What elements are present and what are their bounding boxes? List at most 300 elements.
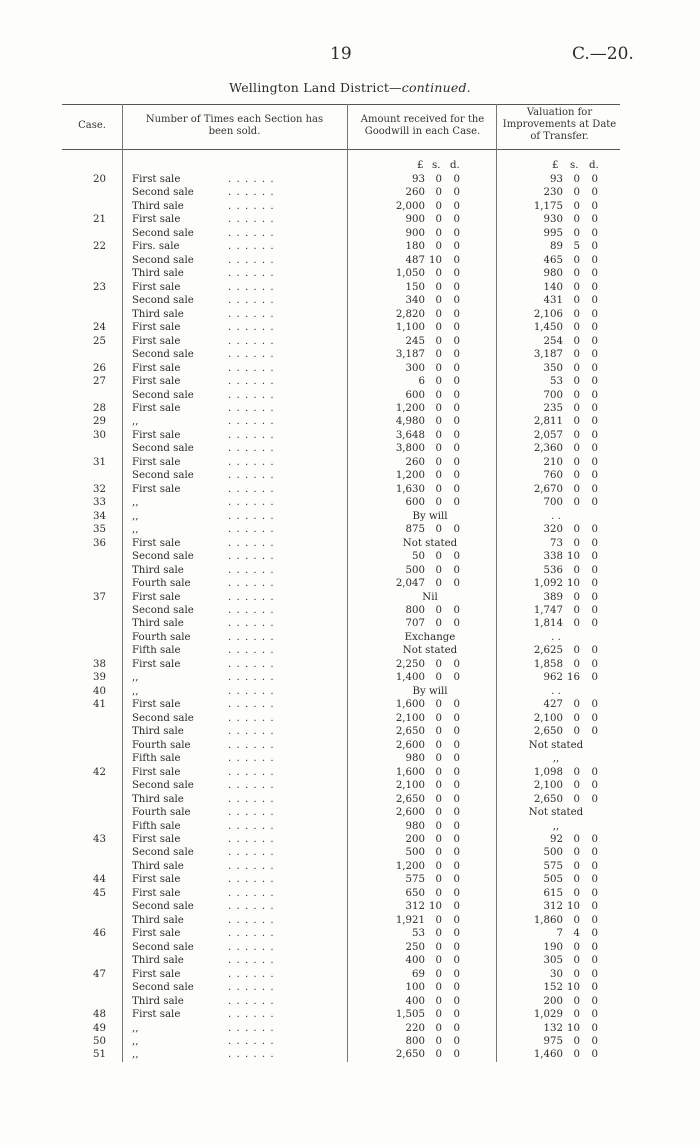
- table-row: [0, 402, 700, 415]
- table-row: [0, 442, 700, 455]
- goodwill-pounds: 220: [405, 1022, 425, 1034]
- sale-label: ,,: [132, 1036, 139, 1047]
- sale-label: Second sale: [132, 847, 194, 859]
- valuation-pence: 0: [591, 941, 598, 953]
- dot-leader: . . . . . .: [228, 578, 275, 590]
- valuation-shillings: 0: [573, 726, 580, 738]
- goodwill-pence: 0: [453, 820, 460, 832]
- goodwill-shillings: 0: [435, 443, 442, 455]
- goodwill-pence: 0: [453, 497, 460, 509]
- valuation-pence: 0: [591, 470, 598, 482]
- dot-leader: . . . . . .: [228, 174, 275, 185]
- goodwill-pounds: 2,100: [395, 712, 425, 724]
- dot-leader: . . . . . .: [228, 860, 275, 872]
- goodwill-pence: 0: [453, 416, 460, 428]
- goodwill-pounds: 150: [405, 281, 425, 293]
- goodwill-pounds: 1,600: [395, 699, 425, 711]
- goodwill-shillings: 0: [435, 497, 442, 509]
- goodwill-shillings: 0: [435, 241, 442, 253]
- goodwill-pence: 0: [453, 618, 460, 630]
- table-row: [0, 213, 700, 226]
- case-number: 46: [93, 928, 106, 940]
- table-row: [0, 1008, 700, 1021]
- sale-label: First sale: [132, 362, 181, 374]
- valuation-shillings: 0: [573, 1049, 580, 1061]
- table-row: [0, 429, 700, 442]
- valuation-shillings: 0: [573, 1036, 580, 1047]
- goodwill-pence: 0: [453, 187, 460, 199]
- valuation-shillings: 0: [573, 766, 580, 778]
- valuation-pounds: 1,098: [533, 766, 563, 778]
- dot-leader: . . . . . .: [228, 443, 275, 455]
- unit-shilling: s.: [432, 160, 441, 171]
- goodwill-pence: 0: [453, 726, 460, 738]
- goodwill-pounds: 575: [405, 874, 425, 886]
- sale-label: First sale: [132, 887, 181, 899]
- goodwill-pence: 0: [453, 295, 460, 307]
- valuation-pence: 0: [591, 901, 598, 913]
- goodwill-pence: 0: [453, 308, 460, 320]
- table-row: [0, 294, 700, 307]
- sale-label: Third sale: [132, 618, 184, 630]
- dot-leader: . . . . . .: [228, 200, 275, 212]
- goodwill-shillings: 0: [435, 308, 442, 320]
- header-case: Case.: [78, 120, 106, 131]
- valuation-pounds: 575: [543, 860, 563, 872]
- valuation-pounds: 320: [543, 524, 563, 536]
- goodwill-pounds: 300: [405, 362, 425, 374]
- case-number: 43: [93, 833, 106, 845]
- goodwill-shillings: 0: [435, 214, 442, 226]
- goodwill-pence: 0: [453, 1036, 460, 1047]
- goodwill-pounds: 53: [412, 928, 425, 940]
- goodwill-shillings: 0: [435, 295, 442, 307]
- goodwill-pence: 0: [453, 281, 460, 293]
- valuation-pence: 0: [591, 268, 598, 280]
- case-number: 22: [93, 241, 106, 253]
- valuation-pence: 0: [591, 376, 598, 388]
- goodwill-pence: 0: [453, 551, 460, 563]
- valuation-pence: 0: [591, 982, 598, 994]
- goodwill-pounds: 2,250: [395, 658, 425, 670]
- table-row: [0, 227, 700, 240]
- valuation-shillings: 0: [573, 537, 580, 549]
- valuation-pence: 0: [591, 349, 598, 361]
- goodwill-shillings: 0: [435, 551, 442, 563]
- valuation-pence: 0: [591, 483, 598, 495]
- valuation-pence: 0: [591, 766, 598, 778]
- valuation-pounds: 962: [543, 672, 563, 684]
- table-row: [0, 914, 700, 927]
- sale-label: Second sale: [132, 349, 194, 361]
- dot-leader: . . . . . .: [228, 968, 275, 980]
- sale-label: First sale: [132, 174, 181, 185]
- table-row: [0, 927, 700, 940]
- goodwill-shillings: 0: [435, 658, 442, 670]
- dot-leader: . . . . . .: [228, 833, 275, 845]
- goodwill-pence: 0: [453, 268, 460, 280]
- valuation-pence: 0: [591, 214, 598, 226]
- table-row: [0, 335, 700, 348]
- dot-leader: . . . . . .: [228, 726, 275, 738]
- goodwill-pence: 0: [453, 174, 460, 185]
- goodwill-pounds: 245: [405, 335, 425, 347]
- sale-label: Second sale: [132, 780, 194, 792]
- goodwill-pence: 0: [453, 335, 460, 347]
- dot-leader: . . . . . .: [228, 510, 275, 522]
- goodwill-pounds: 400: [405, 995, 425, 1007]
- goodwill-shillings: 0: [435, 187, 442, 199]
- goodwill-note: Not stated: [402, 645, 458, 657]
- dot-leader: . . . . . .: [228, 739, 275, 751]
- valuation-pence: 0: [591, 645, 598, 657]
- valuation-pence: 0: [591, 605, 598, 616]
- goodwill-pence: 0: [453, 712, 460, 724]
- valuation-pounds: 500: [543, 847, 563, 859]
- case-number: 30: [93, 429, 106, 441]
- goodwill-pence: 0: [453, 402, 460, 414]
- valuation-pence: 0: [591, 551, 598, 563]
- dot-leader: . . . . . .: [228, 820, 275, 832]
- valuation-pence: 0: [591, 712, 598, 724]
- table-row: [0, 483, 700, 496]
- valuation-pounds: 140: [543, 281, 563, 293]
- valuation-pence: 0: [591, 1049, 598, 1061]
- table-row: [0, 860, 700, 873]
- goodwill-pounds: 650: [405, 887, 425, 899]
- goodwill-pence: 0: [453, 564, 460, 576]
- valuation-pence: 0: [591, 416, 598, 428]
- goodwill-pounds: 707: [405, 618, 425, 630]
- goodwill-pence: 0: [453, 860, 460, 872]
- valuation-shillings: 0: [573, 456, 580, 468]
- goodwill-shillings: 0: [435, 739, 442, 751]
- valuation-pence: 0: [591, 887, 598, 899]
- sale-label: Third sale: [132, 726, 184, 738]
- valuation-pounds: 975: [543, 1036, 563, 1047]
- goodwill-pounds: 800: [405, 1036, 425, 1047]
- sale-label: Second sale: [132, 941, 194, 953]
- sale-label: Fourth sale: [132, 739, 191, 751]
- valuation-pence: 0: [591, 200, 598, 212]
- sale-label: Second sale: [132, 227, 194, 239]
- sale-label: Second sale: [132, 551, 194, 563]
- valuation-pounds: 930: [543, 214, 563, 226]
- valuation-shillings: 0: [573, 793, 580, 805]
- valuation-pence: 0: [591, 227, 598, 239]
- page-number: 19: [330, 44, 352, 64]
- document-reference: C.—20.: [572, 44, 634, 64]
- sale-label: Third sale: [132, 793, 184, 805]
- goodwill-shillings: 0: [435, 402, 442, 414]
- valuation-note: . .: [551, 631, 561, 643]
- valuation-shillings: 0: [573, 605, 580, 616]
- valuation-shillings: 0: [573, 200, 580, 212]
- valuation-pence: 0: [591, 955, 598, 967]
- valuation-shillings: 0: [573, 1009, 580, 1021]
- table-row: [0, 469, 700, 482]
- sale-label: First sale: [132, 833, 181, 845]
- table-row: [0, 766, 700, 779]
- dot-leader: . . . . . .: [228, 483, 275, 495]
- valuation-note: ,,: [552, 753, 560, 765]
- valuation-shillings: 0: [573, 416, 580, 428]
- goodwill-pounds: 3,648: [395, 429, 425, 441]
- sale-label: First sale: [132, 376, 181, 388]
- valuation-pounds: 2,100: [533, 780, 563, 792]
- goodwill-pence: 0: [453, 376, 460, 388]
- dot-leader: . . . . . .: [228, 335, 275, 347]
- valuation-shillings: 0: [573, 591, 580, 603]
- dot-leader: . . . . . .: [228, 456, 275, 468]
- table-row: [0, 739, 700, 752]
- valuation-pence: 0: [591, 295, 598, 307]
- sale-label: ,,: [132, 510, 139, 522]
- valuation-pence: 0: [591, 928, 598, 940]
- goodwill-pounds: 1,400: [395, 672, 425, 684]
- sale-label: Second sale: [132, 295, 194, 307]
- sale-label: First sale: [132, 456, 181, 468]
- header-bottom-rule: [62, 149, 620, 150]
- valuation-pounds: 1,092: [533, 578, 563, 590]
- dot-leader: . . . . . .: [228, 1036, 275, 1047]
- goodwill-pounds: 1,921: [395, 914, 425, 926]
- valuation-pounds: 1,460: [533, 1049, 563, 1061]
- table-row: [0, 887, 700, 900]
- valuation-note: Not stated: [528, 807, 584, 819]
- sale-label: First sale: [132, 699, 181, 711]
- valuation-pounds: 615: [543, 887, 563, 899]
- valuation-shillings: 0: [573, 497, 580, 509]
- valuation-pence: 0: [591, 456, 598, 468]
- dot-leader: . . . . . .: [228, 591, 275, 603]
- table-row: [0, 308, 700, 321]
- valuation-pence: 0: [591, 672, 598, 684]
- goodwill-pence: 0: [453, 605, 460, 616]
- sale-label: Third sale: [132, 995, 184, 1007]
- goodwill-shillings: 0: [435, 349, 442, 361]
- goodwill-shillings: 10: [429, 254, 442, 266]
- goodwill-pounds: 180: [405, 241, 425, 253]
- valuation-pence: 0: [591, 780, 598, 792]
- valuation-shillings: 0: [573, 187, 580, 199]
- goodwill-pence: 0: [453, 766, 460, 778]
- table-row: [0, 362, 700, 375]
- goodwill-pence: 0: [453, 995, 460, 1007]
- sale-label: Second sale: [132, 901, 194, 913]
- dot-leader: . . . . . .: [228, 268, 275, 280]
- dot-leader: . . . . . .: [228, 295, 275, 307]
- valuation-shillings: 0: [573, 335, 580, 347]
- valuation-shillings: 0: [573, 780, 580, 792]
- sale-label: First sale: [132, 537, 181, 549]
- goodwill-pence: 0: [453, 847, 460, 859]
- goodwill-shillings: 0: [435, 1036, 442, 1047]
- sale-label: First sale: [132, 766, 181, 778]
- goodwill-pounds: 260: [405, 187, 425, 199]
- valuation-pence: 0: [591, 726, 598, 738]
- valuation-pounds: 53: [550, 376, 563, 388]
- case-number: 41: [93, 699, 106, 711]
- table-row: [0, 577, 700, 590]
- table-row: [0, 820, 700, 833]
- dot-leader: . . . . . .: [228, 685, 275, 697]
- table-row: [0, 173, 700, 186]
- valuation-pounds: 995: [543, 227, 563, 239]
- goodwill-shillings: 0: [435, 1022, 442, 1034]
- goodwill-shillings: 0: [435, 887, 442, 899]
- goodwill-pence: 0: [453, 887, 460, 899]
- goodwill-pounds: 200: [405, 833, 425, 845]
- goodwill-shillings: 0: [435, 1009, 442, 1021]
- goodwill-pounds: 93: [412, 174, 425, 185]
- sale-label: First sale: [132, 322, 181, 334]
- valuation-shillings: 0: [573, 322, 580, 334]
- dot-leader: . . . . . .: [228, 901, 275, 913]
- header-goodwill-amount: Amount received for the Goodwill in each Case.: [360, 114, 485, 137]
- valuation-shillings: 0: [573, 833, 580, 845]
- valuation-shillings: 4: [573, 928, 580, 940]
- valuation-pounds: 200: [543, 995, 563, 1007]
- valuation-pence: 0: [591, 362, 598, 374]
- valuation-shillings: 0: [573, 349, 580, 361]
- valuation-shillings: 0: [573, 227, 580, 239]
- sale-label: First sale: [132, 928, 181, 940]
- table-row: [0, 240, 700, 253]
- table-row: [0, 968, 700, 981]
- valuation-pounds: 338: [543, 551, 563, 563]
- goodwill-shillings: 0: [435, 968, 442, 980]
- valuation-shillings: 0: [573, 362, 580, 374]
- dot-leader: . . . . . .: [228, 645, 275, 657]
- dot-leader: . . . . . .: [228, 308, 275, 320]
- valuation-shillings: 0: [573, 402, 580, 414]
- valuation-shillings: 0: [573, 968, 580, 980]
- valuation-shillings: 0: [573, 174, 580, 185]
- valuation-shillings: 0: [573, 658, 580, 670]
- table-row: [0, 685, 700, 698]
- dot-leader: . . . . . .: [228, 753, 275, 765]
- sale-label: Second sale: [132, 389, 194, 401]
- goodwill-shillings: 0: [435, 362, 442, 374]
- goodwill-shillings: 0: [435, 227, 442, 239]
- goodwill-pounds: 2,047: [395, 578, 425, 590]
- goodwill-shillings: 0: [435, 847, 442, 859]
- goodwill-shillings: 0: [435, 955, 442, 967]
- sale-label: First sale: [132, 1009, 181, 1021]
- valuation-pence: 0: [591, 281, 598, 293]
- table-row: [0, 348, 700, 361]
- valuation-pence: 0: [591, 174, 598, 185]
- goodwill-pence: 0: [453, 456, 460, 468]
- valuation-pence: 0: [591, 335, 598, 347]
- goodwill-pounds: 2,600: [395, 739, 425, 751]
- dot-leader: . . . . . .: [228, 780, 275, 792]
- valuation-pounds: 1,858: [533, 658, 563, 670]
- valuation-pounds: 2,106: [533, 308, 563, 320]
- goodwill-pence: 0: [453, 672, 460, 684]
- goodwill-shillings: 0: [435, 712, 442, 724]
- goodwill-pounds: 980: [405, 753, 425, 765]
- valuation-pence: 0: [591, 1022, 598, 1034]
- valuation-pounds: 235: [543, 402, 563, 414]
- goodwill-shillings: 0: [435, 995, 442, 1007]
- goodwill-pence: 0: [453, 658, 460, 670]
- case-number: 36: [93, 537, 106, 549]
- valuation-pounds: 700: [543, 497, 563, 509]
- goodwill-shillings: 0: [435, 429, 442, 441]
- table-row: [0, 456, 700, 469]
- dot-leader: . . . . . .: [228, 766, 275, 778]
- valuation-pounds: 132: [543, 1022, 563, 1034]
- goodwill-pence: 0: [453, 470, 460, 482]
- dot-leader: . . . . . .: [228, 524, 275, 536]
- valuation-shillings: 0: [573, 254, 580, 266]
- valuation-shillings: 0: [573, 618, 580, 630]
- goodwill-pounds: 340: [405, 295, 425, 307]
- valuation-shillings: 0: [573, 470, 580, 482]
- goodwill-pence: 0: [453, 443, 460, 455]
- goodwill-pence: 0: [453, 941, 460, 953]
- goodwill-pounds: 900: [405, 227, 425, 239]
- goodwill-pounds: 260: [405, 456, 425, 468]
- goodwill-pence: 0: [453, 739, 460, 751]
- valuation-pounds: 465: [543, 254, 563, 266]
- valuation-pounds: 152: [543, 982, 563, 994]
- table-row: [0, 510, 700, 523]
- valuation-pence: 0: [591, 497, 598, 509]
- table-row: [0, 550, 700, 563]
- valuation-pence: 0: [591, 793, 598, 805]
- valuation-pounds: 2,650: [533, 726, 563, 738]
- sale-label: ,,: [132, 672, 139, 684]
- case-number: 39: [93, 672, 106, 684]
- sale-label: ,,: [132, 1049, 139, 1061]
- sale-label: Fifth sale: [132, 753, 181, 765]
- table-row: [0, 321, 700, 334]
- valuation-shillings: 0: [573, 524, 580, 536]
- goodwill-pence: 0: [453, 200, 460, 212]
- valuation-shillings: 0: [573, 712, 580, 724]
- valuation-shillings: 10: [567, 1022, 580, 1034]
- dot-leader: . . . . . .: [228, 551, 275, 563]
- case-number: 48: [93, 1009, 106, 1021]
- dot-leader: . . . . . .: [228, 254, 275, 266]
- valuation-shillings: 0: [573, 995, 580, 1007]
- goodwill-shillings: 0: [435, 820, 442, 832]
- unit-shilling: s.: [570, 160, 579, 171]
- dot-leader: . . . . . .: [228, 241, 275, 253]
- sale-label: Third sale: [132, 564, 184, 576]
- valuation-pounds: 254: [543, 335, 563, 347]
- valuation-pence: 0: [591, 833, 598, 845]
- goodwill-pence: 0: [453, 955, 460, 967]
- sale-label: First sale: [132, 402, 181, 414]
- goodwill-note: By will: [412, 685, 448, 697]
- goodwill-pence: 0: [453, 901, 460, 913]
- sale-label: ,,: [132, 685, 139, 697]
- valuation-pounds: 1,450: [533, 322, 563, 334]
- unit-pence: d.: [450, 160, 460, 171]
- dot-leader: . . . . . .: [228, 214, 275, 226]
- table-row: [0, 806, 700, 819]
- case-number: 34: [93, 510, 106, 522]
- table-row: [0, 375, 700, 388]
- goodwill-shillings: 0: [435, 793, 442, 805]
- sale-label: Second sale: [132, 470, 194, 482]
- dot-leader: . . . . . .: [228, 618, 275, 630]
- table-row: [0, 954, 700, 967]
